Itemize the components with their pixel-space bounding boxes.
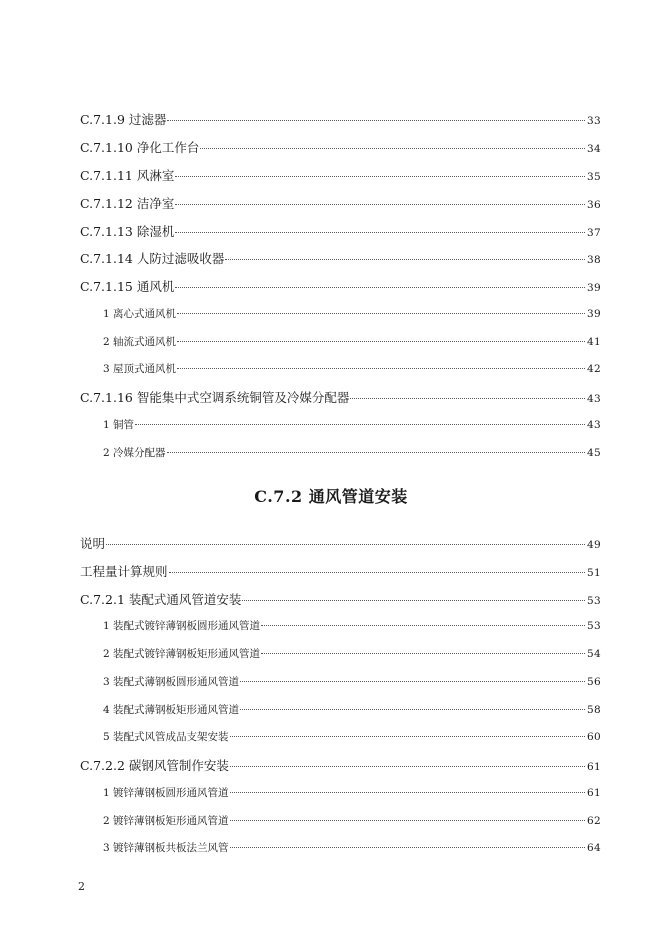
- toc-entry-label: 2 冷媒分配器: [103, 447, 166, 459]
- dot-leader: [175, 176, 585, 177]
- toc-entry-label: C.7.1.12 洁净室: [80, 196, 175, 211]
- dot-leader: [175, 204, 585, 205]
- toc-entry-page: 37: [587, 227, 601, 239]
- toc-entry-label: 3 装配式薄钢板圆形通风管道: [103, 676, 240, 688]
- footer-page-number: 2: [78, 880, 85, 893]
- toc-entry[interactable]: [80, 590, 601, 608]
- dot-leader: [225, 259, 585, 260]
- toc-entry-page: 39: [587, 308, 601, 320]
- toc-entry-page: 64: [587, 842, 601, 854]
- toc-entry-label: 3 镀锌薄钢板共板法兰风管: [103, 842, 229, 854]
- toc-entry-label: C.7.1.16 智能集中式空调系统铜管及冷媒分配器: [80, 390, 350, 405]
- dot-leader: [177, 341, 585, 342]
- toc-entry-page: 34: [587, 143, 601, 155]
- toc-entry-label: C.7.1.11 风淋室: [80, 168, 175, 183]
- toc-entry[interactable]: [80, 249, 601, 267]
- toc-entry-page: 56: [587, 676, 601, 688]
- toc-entry-page: 43: [587, 393, 601, 405]
- toc-entry-page: 53: [587, 595, 601, 607]
- toc-entry-page: 61: [587, 761, 601, 773]
- toc-entry-label: 2 装配式镀锌薄钢板矩形通风管道: [103, 648, 261, 660]
- dot-leader: [230, 736, 586, 737]
- toc-entry-label: C.7.1.15 通风机: [80, 279, 175, 294]
- toc-entry-label: 3 屋顶式通风机: [103, 363, 177, 375]
- toc-entry[interactable]: [80, 534, 601, 552]
- dot-leader: [350, 398, 585, 399]
- toc-entry[interactable]: [80, 138, 601, 156]
- toc-entry[interactable]: [80, 166, 601, 184]
- dot-leader: [175, 232, 585, 233]
- toc-entry-label: 1 镀锌薄钢板圆形通风管道: [103, 787, 229, 799]
- toc-entry-page: 54: [587, 648, 601, 660]
- toc-subentry[interactable]: [103, 445, 601, 460]
- toc-entry-page: 36: [587, 199, 601, 211]
- toc-entry[interactable]: [80, 110, 601, 128]
- toc-subentry[interactable]: [103, 813, 601, 828]
- dot-leader: [200, 148, 585, 149]
- toc-entry-label: C.7.1.14 人防过滤吸收器: [80, 251, 225, 266]
- dot-leader: [230, 820, 586, 821]
- toc-subentry[interactable]: [103, 840, 601, 855]
- toc-entry-label: 1 离心式通风机: [103, 308, 177, 320]
- toc-entry[interactable]: [80, 562, 601, 580]
- toc-entry-label: 5 装配式风管成品支架安装: [103, 731, 229, 743]
- toc-entry-label: 说明: [80, 536, 106, 551]
- toc-entry-label: C.7.1.13 除湿机: [80, 224, 175, 239]
- toc-entry-page: 53: [587, 620, 601, 632]
- toc-entry-page: 43: [587, 419, 601, 431]
- toc-subentry[interactable]: [103, 618, 601, 633]
- section-heading: C.7.2 通风管道安装: [254, 487, 408, 506]
- toc-entry-label: C.7.2.1 装配式通风管道安装: [80, 592, 242, 607]
- dot-leader: [169, 572, 586, 573]
- dot-leader: [240, 709, 585, 710]
- toc-subentry[interactable]: [103, 702, 601, 717]
- toc-entry-page: 51: [587, 567, 601, 579]
- toc-entry-page: 61: [587, 787, 601, 799]
- toc-entry-page: 38: [587, 254, 601, 266]
- toc-entry-page: 39: [587, 282, 601, 294]
- dot-leader: [261, 653, 585, 654]
- toc-entry-label: 工程量计算规则: [80, 564, 168, 579]
- dot-leader: [167, 452, 586, 453]
- toc-entry-label: 1 装配式镀锌薄钢板圆形通风管道: [103, 620, 261, 632]
- dot-leader: [230, 792, 586, 793]
- toc-entry-page: 58: [587, 704, 601, 716]
- toc-subentry[interactable]: [103, 785, 601, 800]
- toc-subentry[interactable]: [103, 674, 601, 689]
- toc-entry-page: 45: [587, 447, 601, 459]
- toc-subentry[interactable]: [103, 306, 601, 321]
- toc-subentry[interactable]: [103, 361, 601, 376]
- dot-leader: [175, 287, 585, 288]
- toc-entry-label: 2 镀锌薄钢板矩形通风管道: [103, 815, 229, 827]
- toc-entry-page: 62: [587, 815, 601, 827]
- dot-leader: [177, 368, 585, 369]
- toc-subentry[interactable]: [103, 729, 601, 744]
- toc-entry-label: 4 装配式薄钢板矩形通风管道: [103, 704, 240, 716]
- toc-entry-page: 33: [587, 115, 601, 127]
- toc-entry[interactable]: [80, 194, 601, 212]
- toc-subentry[interactable]: [103, 417, 601, 432]
- toc-entry-label: C.7.2.2 碳钢风管制作安装: [80, 758, 229, 773]
- dot-leader: [240, 681, 585, 682]
- toc-entry-label: 1 铜管: [103, 419, 135, 431]
- toc-entry-page: 49: [587, 539, 601, 551]
- dot-leader: [167, 120, 585, 121]
- dot-leader: [230, 766, 585, 767]
- toc-subentry[interactable]: [103, 334, 601, 349]
- dot-leader: [177, 313, 585, 314]
- toc-entry[interactable]: [80, 222, 601, 240]
- toc-entry[interactable]: [80, 277, 601, 295]
- toc-entry-label: C.7.1.10 净化工作台: [80, 140, 200, 155]
- dot-leader: [135, 424, 585, 425]
- toc-entry-label: C.7.1.9 过滤器: [80, 112, 167, 127]
- toc-entry[interactable]: [80, 388, 601, 406]
- toc-entry-page: 35: [587, 171, 601, 183]
- dot-leader: [106, 544, 585, 545]
- toc-subentry[interactable]: [103, 646, 601, 661]
- dot-leader: [242, 600, 585, 601]
- dot-leader: [261, 625, 585, 626]
- toc-entry-page: 42: [587, 363, 601, 375]
- dot-leader: [230, 847, 586, 848]
- toc-entry-label: 2 轴流式通风机: [103, 336, 177, 348]
- toc-entry[interactable]: [80, 756, 601, 774]
- toc-entry-page: 60: [587, 731, 601, 743]
- toc-entry-page: 41: [587, 336, 601, 348]
